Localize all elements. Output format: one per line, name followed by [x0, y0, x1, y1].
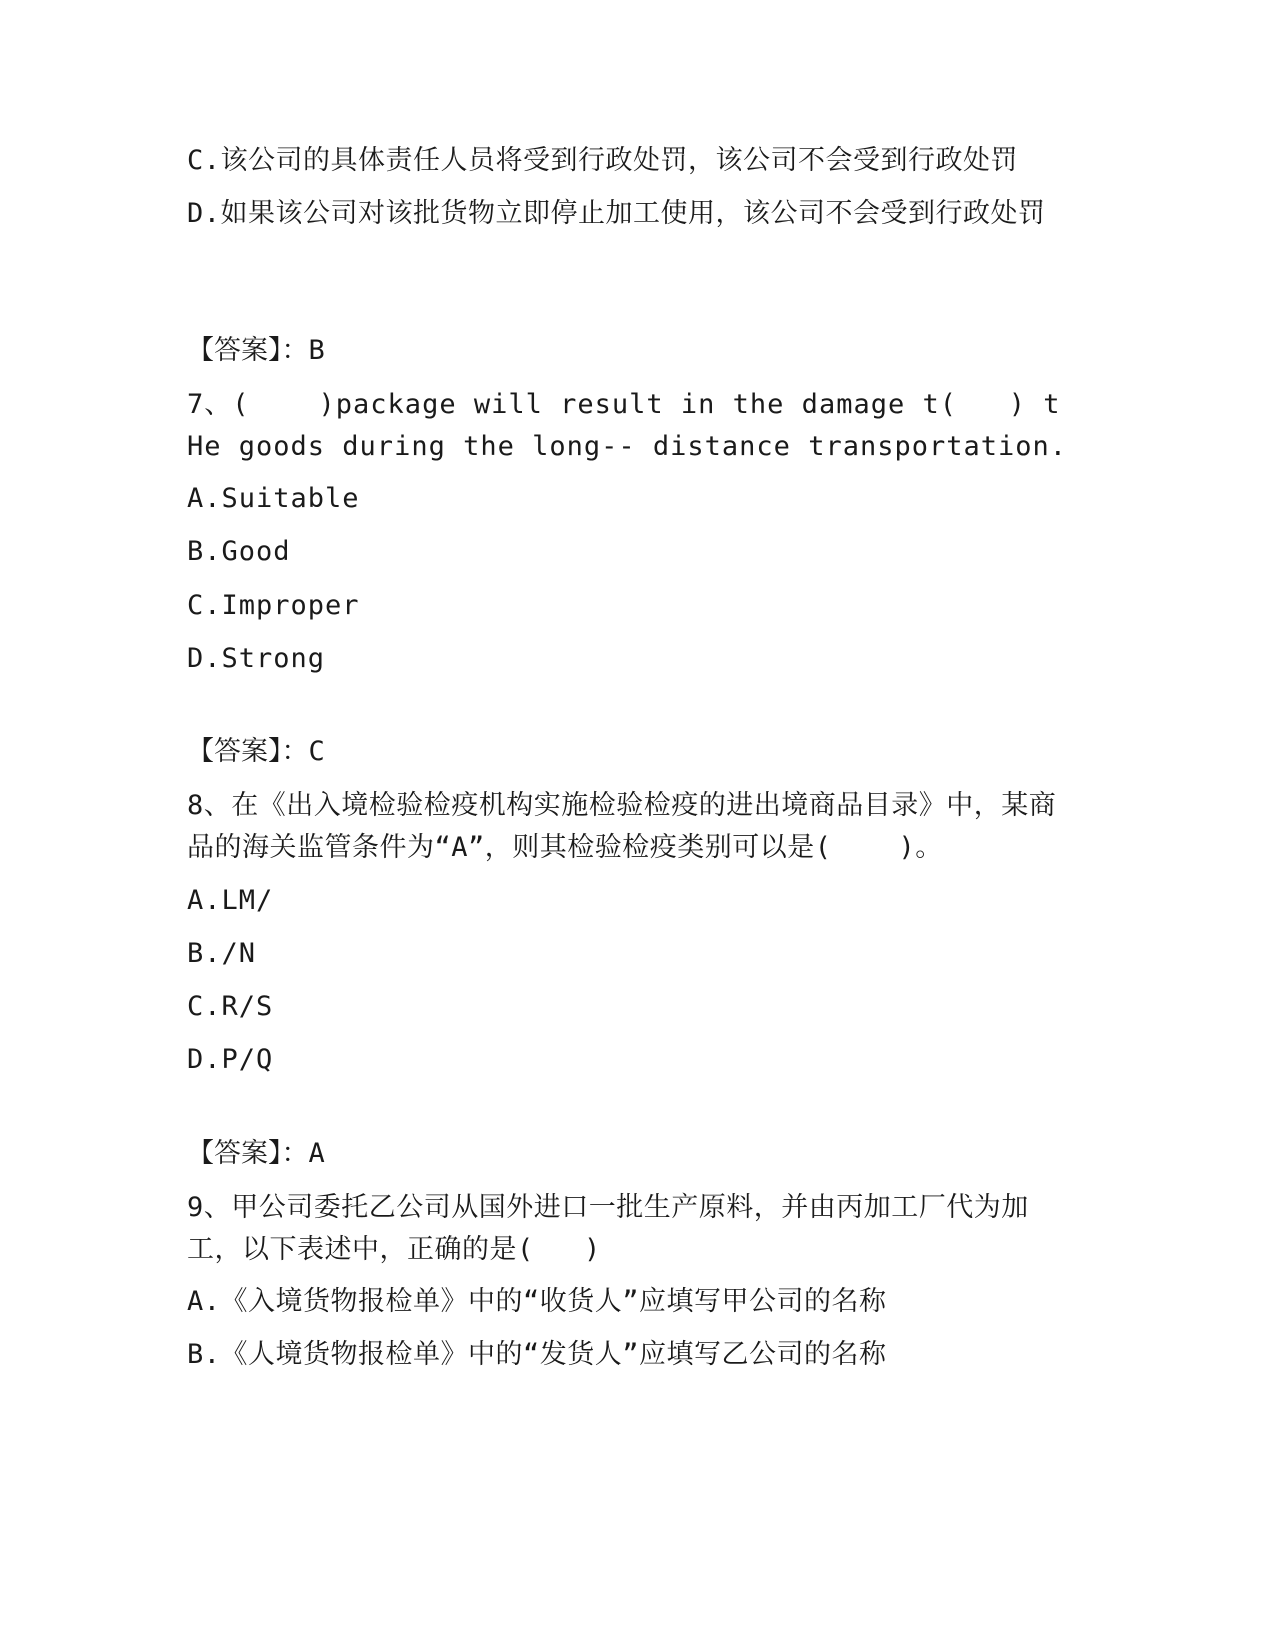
answer-label: 【答案】：: [187, 1138, 309, 1169]
q8-answer-line: [187, 1133, 325, 1175]
q7-answer-line: [187, 731, 325, 773]
q6-option-c: C.该公司的具体责任人员将受到行政处罚，该公司不会受到行政处罚: [187, 145, 1019, 176]
q6-answer-line: [187, 330, 325, 372]
answer-label: 【答案】：: [187, 736, 309, 767]
answer-label: 【答案】：: [187, 335, 309, 366]
q8-option-b: B./N: [187, 938, 257, 969]
q7-option-a: A.Suitable: [187, 483, 360, 514]
q7-stem: 7、( )package will result in the damage t( ) t He goods during the long-- distance transportation.: [187, 389, 1078, 462]
q6-option-d: D.如果该公司对该批货物立即停止加工使用，该公司不会受到行政处罚: [187, 198, 1046, 229]
q8-stem: 8、在《出入境检验检疫机构实施检验检疫的进出境商品目录》中，某商品的海关监管条件为“A”，则其检验检疫类别可以是( )。: [187, 790, 1057, 863]
q8-option-c: C.R/S: [187, 991, 274, 1022]
q9-option-a: A.《入境货物报检单》中的“收货人”应填写甲公司的名称: [187, 1286, 887, 1317]
answer-value: B: [308, 335, 325, 366]
q7-option-d: D.Strong: [187, 643, 326, 674]
q7-option-c: C.Improper: [187, 590, 360, 621]
answer-value: A: [308, 1138, 325, 1169]
q7-option-b: B.Good: [187, 536, 291, 567]
q8-option-d: D.P/Q: [187, 1044, 274, 1075]
answer-value: C: [308, 736, 325, 767]
q9-option-b: B.《人境货物报检单》中的“发货人”应填写乙公司的名称: [187, 1339, 887, 1370]
q9-stem: 9、甲公司委托乙公司从国外进口一批生产原料，并由丙加工厂代为加工，以下表述中，正确的是( ): [187, 1192, 1029, 1265]
q8-option-a: A.LM/: [187, 885, 274, 916]
